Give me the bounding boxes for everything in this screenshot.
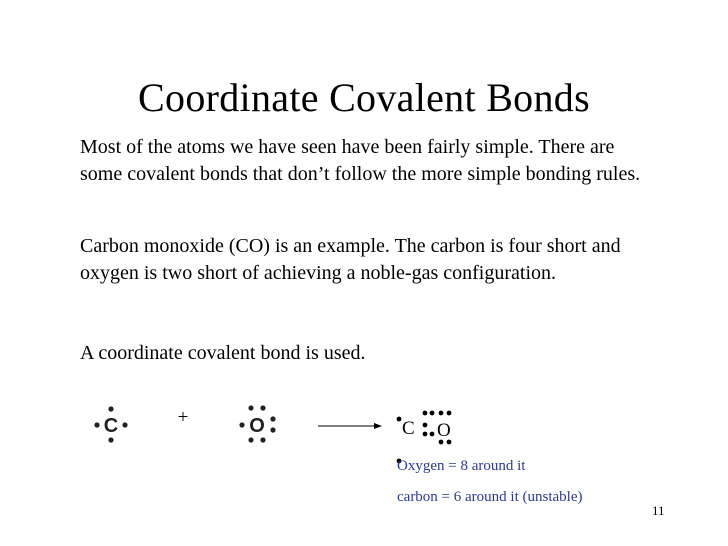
paragraph-coordinate-bond: A coordinate covalent bond is used. [80, 342, 366, 364]
plus-sign: + [177, 407, 189, 428]
oxygen-lewis-structure [239, 405, 275, 442]
carbon-electron-caption: carbon = 6 around it (unstable) [397, 489, 583, 505]
co-lewis-structure [397, 411, 452, 464]
valence-electron [94, 422, 99, 427]
paragraph-intro: Most of the atoms we have seen have been fairly simple. There are some covalent bonds that don’t follow the more simple bonding rules. [80, 136, 641, 185]
valence-electron [270, 416, 275, 421]
valence-electron [397, 417, 402, 422]
valence-electron [270, 427, 275, 432]
oxygen-electron-caption: Oxygen = 8 around it [397, 458, 526, 474]
valence-electron [122, 422, 127, 427]
valence-electron [239, 422, 244, 427]
bond-electron [423, 411, 428, 416]
lewis-diagram [0, 395, 728, 525]
valence-electron [260, 437, 265, 442]
page-number: 11 [652, 503, 665, 518]
bond-electron [439, 411, 444, 416]
oxygen-symbol: O [249, 415, 265, 437]
bond-electron [430, 411, 435, 416]
bond-electron [423, 432, 428, 437]
carbon-lewis-structure [94, 406, 127, 442]
valence-electron [248, 437, 253, 442]
paragraph-carbon-monoxide: Carbon monoxide (CO) is an example. The carbon is four short and oxygen is two short of achieving a noble-gas configuration. [80, 235, 621, 284]
carbon-symbol: C [103, 415, 119, 437]
bond-electron [447, 411, 452, 416]
valence-electron [108, 437, 113, 442]
bond-electron [430, 432, 435, 437]
slide-title: Coordinate Covalent Bonds [138, 75, 590, 120]
valence-electron [248, 405, 253, 410]
valence-electron [108, 406, 113, 411]
product-carbon-symbol: C [402, 418, 415, 439]
bond-electron [423, 423, 428, 428]
reaction-arrow [318, 423, 382, 429]
product-oxygen-symbol: O [437, 420, 451, 441]
valence-electron [260, 405, 265, 410]
